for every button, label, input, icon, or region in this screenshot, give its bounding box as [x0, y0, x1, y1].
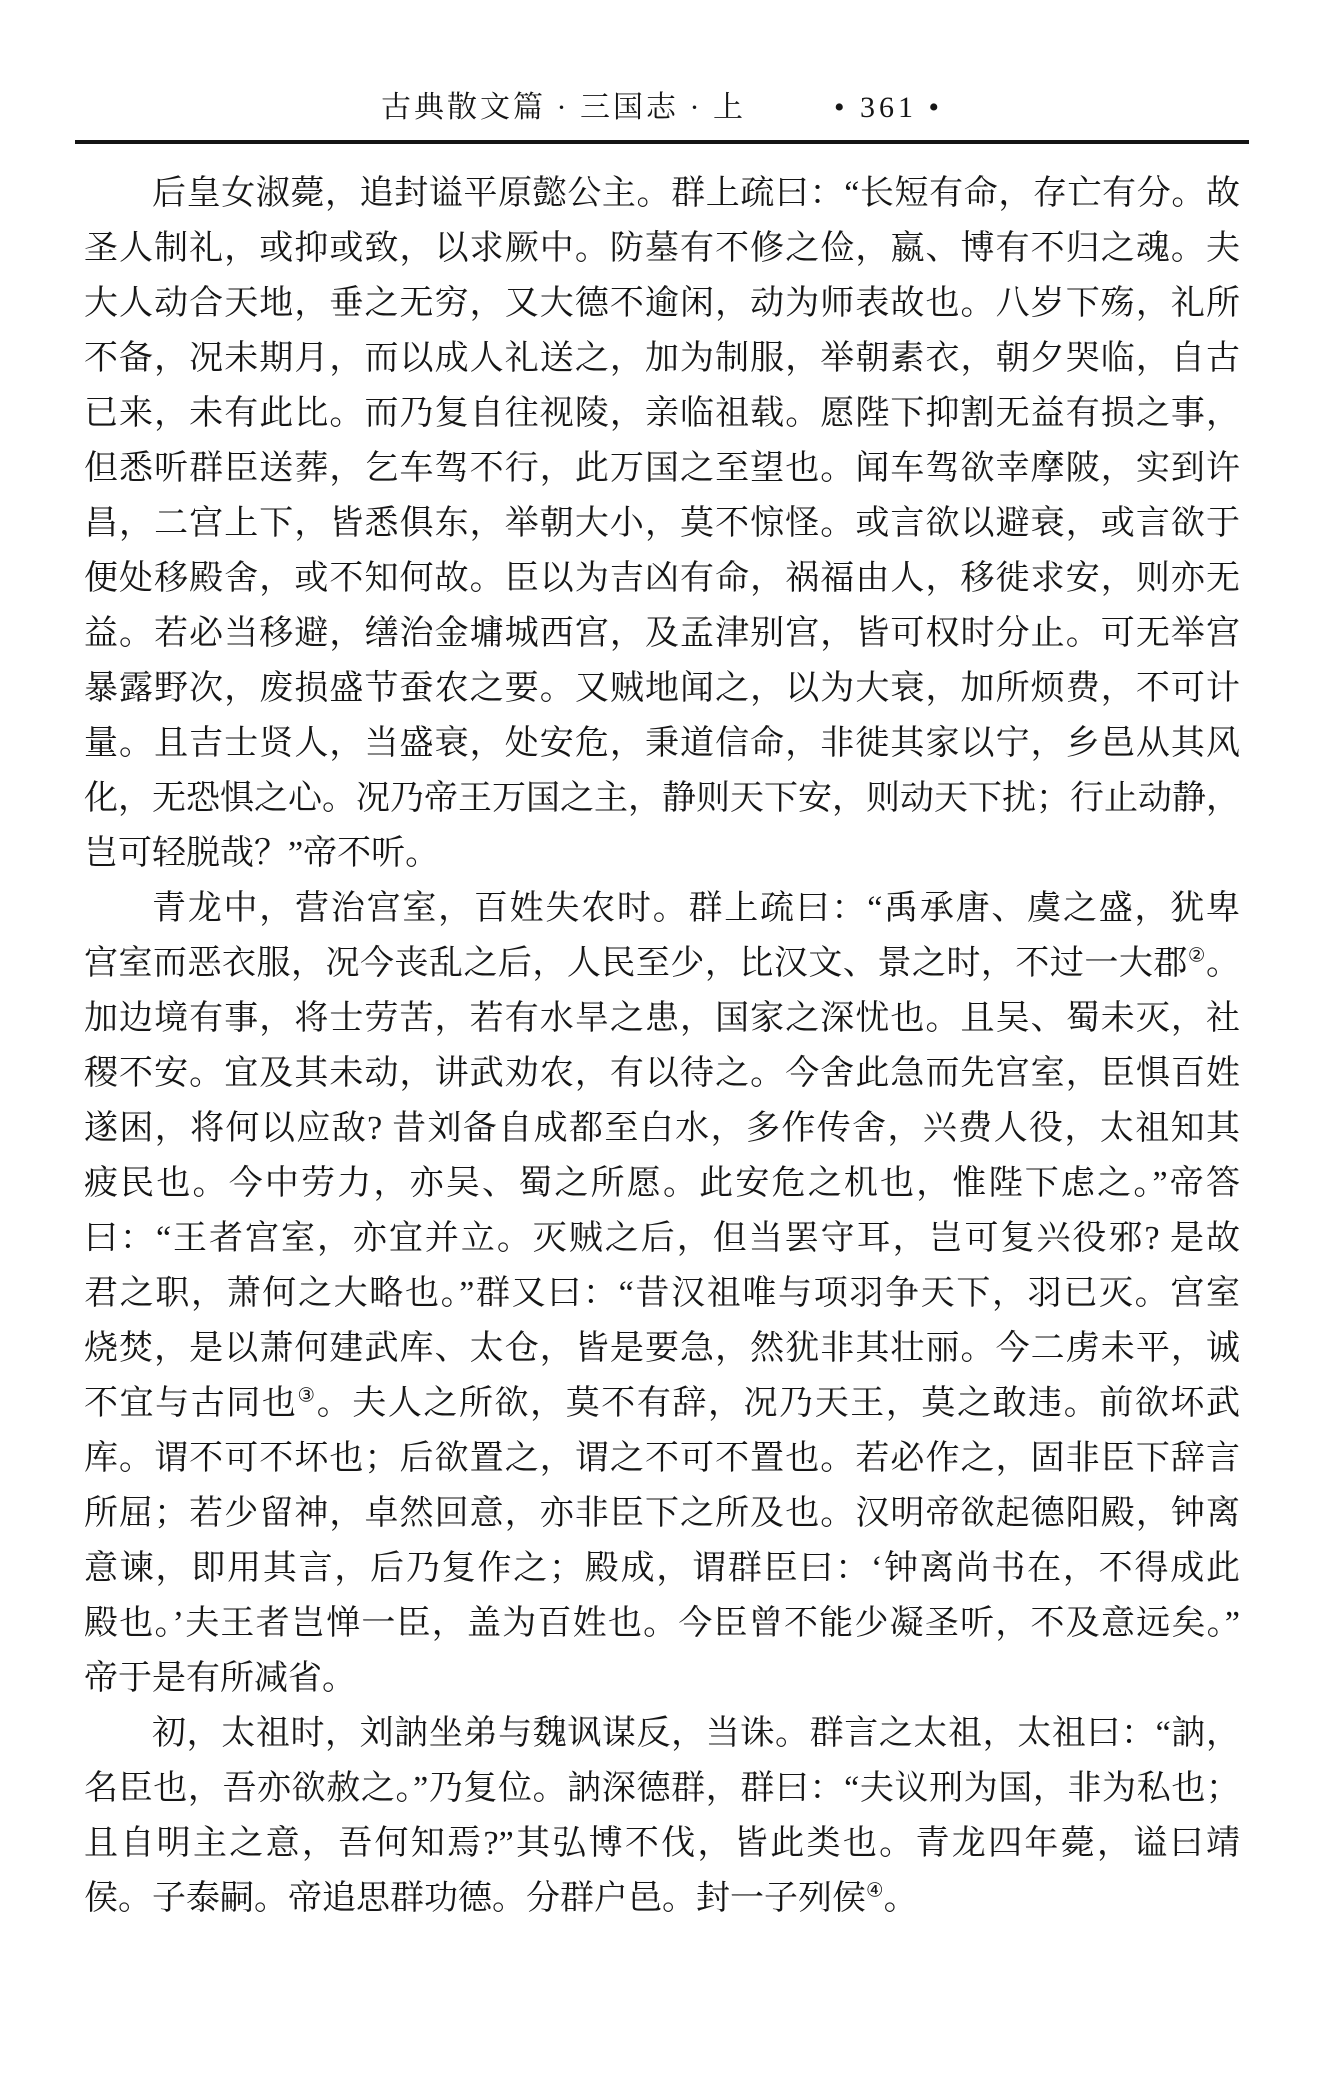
text-line: 但悉听群臣送葬，乞车驾不行，此万国之至望也。闻车驾欲幸摩陂，实到许 [84, 450, 1240, 487]
book-page [0, 88, 1324, 2085]
text-line: 昌，二宫上下，皆悉俱东，举朝大小，莫不惊怪。或言欲以避衰，或言欲于 [84, 505, 1240, 542]
footnote-marker: ③ [297, 1384, 317, 1407]
text-line: 烧焚，是以萧何建武库、太仓，皆是要急，然犹非其壮丽。今二虏未平，诚 [84, 1330, 1240, 1367]
text-line: 疲民也。今中劳力，亦吴、蜀之所愿。此安危之机也，惟陛下虑之。”帝答 [84, 1165, 1240, 1202]
text-line: 殿也。’夫王者岂惮一臣，盖为百姓也。今臣曾不能少凝圣听，不及意远矣。” [84, 1605, 1240, 1642]
text-line: 意谏，即用其言，后乃复作之；殿成，谓群臣曰：‘钟离尚书在，不得成此 [84, 1550, 1240, 1587]
text-line: 便处移殿舍，或不知何故。臣以为吉凶有命，祸福由人，移徙求安，则亦无 [84, 560, 1240, 597]
text-line: 化，无恐惧之心。况乃帝王万国之主，静则天下安，则动天下扰；行止动静， [84, 780, 1240, 817]
text-line: 库。谓不可不坏也；后欲置之，谓之不可不置也。若必作之，固非臣下辞言 [84, 1440, 1240, 1477]
body-text [84, 166, 1240, 1926]
text-line: 后皇女淑薨，追封谥平原懿公主。群上疏曰：“长短有命，存亡有分。故 [152, 175, 1240, 212]
page-header [75, 88, 1249, 128]
footnote-marker: ② [1187, 944, 1207, 967]
text-line: 所屈；若少留神，卓然回意，亦非臣下之所及也。汉明帝欲起德阳殿，钟离 [84, 1495, 1240, 1532]
text-line: 不宜与古同也③。夫人之所欲，莫不有辞，况乃天王，莫之敢违。前欲坏武 [84, 1384, 1240, 1422]
text-line: 宫室而恶衣服，况今丧乱之后，人民至少，比汉文、景之时，不过一大郡②。 [84, 944, 1240, 982]
text-line: 遂困，将何以应敌? 昔刘备自成都至白水，多作传舍，兴费人役，太祖知其 [84, 1110, 1240, 1147]
text-line: 益。若必当移避，缮治金墉城西宫，及孟津别宫，皆可权时分止。可无举宫 [84, 615, 1240, 652]
text-line: 初，太祖时，刘訥坐弟与魏讽谋反，当诛。群言之太祖，太祖曰：“訥， [152, 1715, 1240, 1752]
footnote-marker: ④ [866, 1879, 884, 1902]
running-head-title: 古典散文篇 · 三国志 · 上 [381, 91, 746, 124]
text-line: 曰：“王者宫室，亦宜并立。灭贼之后，但当罢守耳，岂可复兴役邪? 是故 [84, 1220, 1240, 1257]
text-line: 帝于是有所减省。 [84, 1660, 356, 1697]
text-line: 侯。子泰嗣。帝追思群功德。分群户邑。封一子列侯④。 [84, 1879, 918, 1917]
text-line: 不备，况未期月，而以成人礼送之，加为制服，举朝素衣，朝夕哭临，自古 [84, 340, 1240, 377]
page-number: • 361 • [833, 91, 943, 124]
text-line: 君之职，萧何之大略也。”群又曰：“昔汉祖唯与项羽争天下，羽已灭。宫室 [84, 1275, 1240, 1312]
text-line: 加边境有事，将士劳苦，若有水旱之患，国家之深忧也。且吴、蜀未灭，社 [84, 1000, 1240, 1037]
text-line: 稷不安。宜及其未动，讲武劝农，有以待之。今舍此急而先宫室，臣惧百姓 [84, 1055, 1240, 1092]
text-line: 岂可轻脱哉？”帝不听。 [84, 835, 440, 872]
text-line: 名臣也，吾亦欲赦之。”乃复位。訥深德群，群曰：“夫议刑为国，非为私也； [84, 1770, 1240, 1807]
text-line: 大人动合天地，垂之无穷，又大德不逾闲，动为师表故也。八岁下殇，礼所 [84, 285, 1240, 322]
text-line: 青龙中，营治宫室，百姓失农时。群上疏曰：“禹承唐、虞之盛，犹卑 [152, 890, 1240, 927]
text-line: 圣人制礼，或抑或致，以求厥中。防墓有不修之俭，嬴、博有不归之魂。夫 [84, 230, 1240, 267]
header-rule [75, 140, 1249, 144]
text-line: 且自明主之意，吾何知焉?”其弘博不伐，皆此类也。青龙四年薨，谥曰靖 [84, 1825, 1240, 1862]
text-line: 已来，未有此比。而乃复自往视陵，亲临祖载。愿陛下抑割无益有损之事， [84, 395, 1240, 432]
text-line: 暴露野次，废损盛节蚕农之要。又贼地闻之，以为大衰，加所烦费，不可计 [84, 670, 1240, 707]
text-line: 量。且吉士贤人，当盛衰，处安危，秉道信命，非徙其家以宁，乡邑从其风 [84, 725, 1240, 762]
